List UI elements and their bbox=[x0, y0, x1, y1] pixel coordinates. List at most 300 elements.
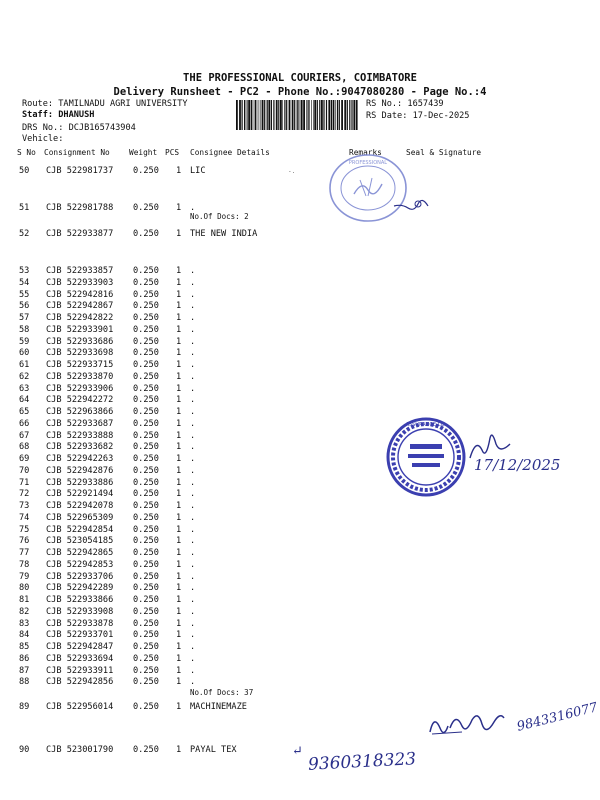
row-sno: 55 bbox=[19, 289, 30, 300]
row-consignment: CJB 522942272 bbox=[46, 395, 114, 406]
barcode-bar bbox=[352, 100, 353, 130]
table-row bbox=[0, 407, 600, 419]
row-pcs: 1 bbox=[176, 501, 182, 511]
handwritten-phone: 9843316077 bbox=[515, 700, 600, 735]
table-row bbox=[0, 372, 600, 384]
signature-scribble-icon bbox=[392, 192, 432, 214]
row-details: MACHINEMAZE bbox=[190, 702, 247, 712]
barcode-bar bbox=[347, 100, 348, 130]
row-sno: 53 bbox=[19, 266, 30, 276]
table-row bbox=[0, 654, 600, 666]
row-consignment: CJB 522933682 bbox=[46, 442, 114, 453]
table-row bbox=[0, 548, 600, 560]
row-weight: 0.250 bbox=[133, 266, 159, 276]
row-sno: 80 bbox=[19, 583, 30, 594]
row-weight: 0.250 bbox=[133, 454, 159, 464]
row-sno: 62 bbox=[19, 371, 30, 382]
row-weight: 0.250 bbox=[133, 336, 159, 347]
barcode-bar bbox=[306, 100, 307, 130]
row-details: . bbox=[190, 383, 196, 394]
barcode-bar bbox=[317, 100, 318, 130]
table-row bbox=[0, 572, 600, 584]
row-pcs: 1 bbox=[176, 395, 182, 406]
vehicle-text: Vehicle: bbox=[22, 134, 64, 144]
barcode-bar bbox=[303, 100, 305, 130]
row-details: . bbox=[190, 266, 196, 276]
row-details: . bbox=[190, 512, 196, 523]
row-details: . bbox=[190, 454, 196, 464]
row-weight: 0.250 bbox=[133, 383, 159, 394]
row-weight: 0.250 bbox=[133, 571, 159, 582]
row-sno: 67 bbox=[19, 430, 30, 441]
row-weight: 0.250 bbox=[133, 324, 159, 335]
barcode-bar bbox=[246, 100, 247, 130]
row-details: . bbox=[190, 524, 196, 535]
row-sno: 79 bbox=[19, 571, 30, 582]
table-row bbox=[0, 489, 600, 501]
row-pcs: 1 bbox=[176, 477, 182, 488]
col-pcs-header: PCS bbox=[165, 148, 180, 157]
barcode-bar bbox=[351, 100, 352, 130]
row-details: . bbox=[190, 536, 196, 547]
row-consignment: CJB 522933908 bbox=[46, 606, 114, 617]
row-pcs: 1 bbox=[176, 548, 182, 558]
row-details: . bbox=[190, 301, 196, 312]
barcode-bar bbox=[356, 100, 358, 130]
barcode-bar bbox=[271, 100, 272, 130]
row-consignment: CJB 522942853 bbox=[46, 559, 114, 570]
row-weight: 0.250 bbox=[133, 489, 159, 500]
barcode-bar bbox=[314, 100, 316, 130]
barcode-bar bbox=[254, 100, 255, 130]
row-pcs: 1 bbox=[176, 677, 182, 688]
row-consignment: CJB 522942867 bbox=[46, 301, 114, 312]
row-sno: 63 bbox=[19, 383, 30, 394]
barcode-bar bbox=[308, 100, 309, 130]
table-row bbox=[0, 560, 600, 572]
row-sno: 78 bbox=[19, 559, 30, 570]
docs-note: No.Of Docs: 2 bbox=[190, 212, 249, 221]
row-pcs: 1 bbox=[176, 360, 182, 370]
barcode-bar bbox=[309, 100, 310, 130]
table-row bbox=[0, 313, 600, 325]
table-row bbox=[0, 536, 600, 548]
row-sno: 65 bbox=[19, 407, 30, 417]
row-weight: 0.250 bbox=[133, 606, 159, 617]
barcode-bar bbox=[328, 100, 330, 130]
row-details: . bbox=[190, 465, 196, 476]
barcode-bar bbox=[251, 100, 253, 130]
table-row bbox=[0, 360, 600, 372]
row-weight: 0.250 bbox=[133, 395, 159, 406]
row-weight: 0.250 bbox=[133, 630, 159, 641]
row-pcs: 1 bbox=[176, 289, 182, 300]
table-row bbox=[0, 478, 600, 490]
row-weight: 0.250 bbox=[133, 277, 159, 288]
row-pcs: 1 bbox=[176, 442, 182, 453]
courier-seal-stamp bbox=[326, 150, 410, 228]
row-consignment: CJB 522933694 bbox=[46, 653, 114, 664]
col-consignment-header: Consignment No bbox=[44, 148, 110, 157]
row-pcs: 1 bbox=[176, 430, 182, 441]
row-details: . bbox=[190, 336, 196, 347]
row-consignment: CJB 522933706 bbox=[46, 571, 114, 582]
row-details: . bbox=[190, 653, 196, 664]
row-consignment: CJB 522942289 bbox=[46, 583, 114, 594]
barcode-bar bbox=[248, 100, 250, 130]
row-details: LIC bbox=[190, 166, 206, 176]
row-sno: 88 bbox=[19, 677, 30, 688]
barcode-bar bbox=[259, 100, 260, 130]
col-details-header: Consignee Details bbox=[190, 148, 270, 157]
barcode-bar bbox=[341, 100, 343, 130]
row-pcs: 1 bbox=[176, 489, 182, 500]
row-consignment: CJB 522921494 bbox=[46, 489, 114, 500]
row-consignment: CJB 522981737 bbox=[46, 166, 114, 176]
stamp-text: PROFESSIONAL bbox=[348, 160, 388, 166]
row-details: . bbox=[190, 324, 196, 335]
row-weight: 0.250 bbox=[133, 595, 159, 605]
row-sno: 61 bbox=[19, 360, 30, 370]
row-pcs: 1 bbox=[176, 277, 182, 288]
row-weight: 0.250 bbox=[133, 348, 159, 359]
barcode-bar bbox=[280, 100, 282, 130]
row-details: . bbox=[190, 277, 196, 288]
row-consignment: CJB 522933870 bbox=[46, 371, 114, 382]
row-pcs: 1 bbox=[176, 583, 182, 594]
row-details: . bbox=[190, 489, 196, 500]
row-consignment: CJB 522933877 bbox=[46, 229, 114, 239]
handwritten-mark: ↵ bbox=[292, 744, 303, 759]
row-consignment: CJB 522981788 bbox=[46, 203, 114, 213]
barcode-bar bbox=[292, 100, 294, 130]
barcode-bar bbox=[242, 100, 243, 130]
row-sno: 66 bbox=[19, 418, 30, 429]
barcode-bar bbox=[244, 100, 245, 130]
drs-number: DRS No.: DCJB165743904 bbox=[22, 123, 136, 133]
row-details: . bbox=[190, 548, 196, 558]
row-sno: 50 bbox=[19, 166, 30, 176]
barcode-bar bbox=[311, 100, 312, 130]
row-consignment: CJB 522942876 bbox=[46, 465, 114, 476]
row-details: . bbox=[190, 606, 196, 617]
row-sno: 85 bbox=[19, 642, 30, 652]
col-weight-header: Weight bbox=[129, 148, 158, 157]
row-weight: 0.250 bbox=[133, 702, 159, 712]
row-sno: 74 bbox=[19, 512, 30, 523]
row-weight: 0.250 bbox=[133, 618, 159, 629]
table-row bbox=[0, 595, 600, 607]
row-details: . bbox=[190, 595, 196, 605]
row-sno: 90 bbox=[19, 745, 30, 755]
row-consignment: CJB 522933698 bbox=[46, 348, 114, 359]
barcode-bar bbox=[321, 100, 323, 130]
row-sno: 60 bbox=[19, 348, 30, 359]
table-row bbox=[0, 395, 600, 407]
row-weight: 0.250 bbox=[133, 203, 159, 213]
row-sno: 69 bbox=[19, 454, 30, 464]
row-consignment: CJB 522942263 bbox=[46, 454, 114, 464]
row-pcs: 1 bbox=[176, 166, 182, 176]
runsheet-subtitle: Delivery Runsheet - PC2 - Phone No.:9047080280 - Page No.:4 bbox=[113, 86, 487, 98]
row-consignment: CJB 522942816 bbox=[46, 289, 114, 300]
barcode-bar bbox=[349, 100, 350, 130]
row-consignment: CJB 522933886 bbox=[46, 477, 114, 488]
row-consignment: CJB 522933901 bbox=[46, 324, 114, 335]
row-consignment: CJB 522933888 bbox=[46, 430, 114, 441]
row-consignment: CJB 522942865 bbox=[46, 548, 114, 558]
row-weight: 0.250 bbox=[133, 559, 159, 570]
row-pcs: 1 bbox=[176, 512, 182, 523]
table-row bbox=[0, 337, 600, 349]
table-row bbox=[0, 266, 600, 278]
row-details: . bbox=[190, 559, 196, 570]
row-pcs: 1 bbox=[176, 313, 182, 323]
barcode-bar bbox=[319, 100, 320, 130]
rs-number: RS No.: 1657439 bbox=[366, 99, 444, 109]
row-sno: 72 bbox=[19, 489, 30, 500]
barcode-bar bbox=[339, 100, 340, 130]
row-sno: 54 bbox=[19, 277, 30, 288]
row-consignment: CJB 522933857 bbox=[46, 266, 114, 276]
row-weight: 0.250 bbox=[133, 501, 159, 511]
row-sno: 52 bbox=[19, 229, 30, 239]
barcode-bar bbox=[300, 100, 301, 130]
row-pcs: 1 bbox=[176, 203, 182, 213]
table-row bbox=[0, 501, 600, 513]
row-sno: 71 bbox=[19, 477, 30, 488]
row-consignment: CJB 522942822 bbox=[46, 313, 114, 323]
row-consignment: CJB 522933903 bbox=[46, 277, 114, 288]
barcode-bar bbox=[297, 100, 298, 130]
row-pcs: 1 bbox=[176, 595, 182, 605]
row-details: . bbox=[190, 677, 196, 688]
row-weight: 0.250 bbox=[133, 442, 159, 453]
row-weight: 0.250 bbox=[133, 677, 159, 688]
row-weight: 0.250 bbox=[133, 371, 159, 382]
barcode-bar bbox=[276, 100, 278, 130]
col-seal-header: Seal & Signature bbox=[406, 148, 482, 157]
table-row bbox=[0, 348, 600, 360]
row-sno: 56 bbox=[19, 301, 30, 312]
row-pcs: 1 bbox=[176, 702, 182, 712]
barcode-bar bbox=[247, 100, 248, 130]
row-weight: 0.250 bbox=[133, 665, 159, 676]
row-weight: 0.250 bbox=[133, 653, 159, 664]
row-details: . bbox=[190, 642, 196, 652]
row-pcs: 1 bbox=[176, 348, 182, 359]
barcode-bar bbox=[286, 100, 287, 130]
barcode-bar bbox=[282, 100, 283, 130]
row-weight: 0.250 bbox=[133, 583, 159, 594]
row-sno: 73 bbox=[19, 501, 30, 511]
barcode-bar bbox=[337, 100, 338, 130]
row-details: . bbox=[190, 348, 196, 359]
row-weight: 0.250 bbox=[133, 430, 159, 441]
row-weight: 0.250 bbox=[133, 313, 159, 323]
row-pcs: 1 bbox=[176, 229, 182, 239]
col-remarks-header: Remarks bbox=[349, 148, 382, 157]
row-details: . bbox=[190, 665, 196, 676]
row-details: . bbox=[190, 477, 196, 488]
row-sno: 64 bbox=[19, 395, 30, 406]
table-row bbox=[0, 666, 600, 678]
row-consignment: CJB 522933906 bbox=[46, 383, 114, 394]
table-row bbox=[0, 607, 600, 619]
row-consignment: CJB 522942078 bbox=[46, 501, 114, 511]
row-sno: 59 bbox=[19, 336, 30, 347]
barcode-bar bbox=[331, 100, 332, 130]
table-row bbox=[0, 278, 600, 290]
row-sno: 76 bbox=[19, 536, 30, 547]
row-pcs: 1 bbox=[176, 301, 182, 312]
docs-note: No.Of Docs: 37 bbox=[190, 688, 254, 697]
row-consignment: CJB 522933878 bbox=[46, 618, 114, 629]
row-weight: 0.250 bbox=[133, 360, 159, 370]
barcode-bar bbox=[335, 100, 336, 130]
recipient-signature-icon bbox=[428, 704, 520, 738]
row-sno: 83 bbox=[19, 618, 30, 629]
pen-mark: -. bbox=[288, 168, 296, 175]
row-sno: 51 bbox=[19, 203, 30, 213]
row-pcs: 1 bbox=[176, 465, 182, 476]
row-details: . bbox=[190, 360, 196, 370]
row-details: . bbox=[190, 430, 196, 441]
row-pcs: 1 bbox=[176, 336, 182, 347]
row-consignment: CJB 522933687 bbox=[46, 418, 114, 429]
staff-text: Staff: DHANUSH bbox=[22, 110, 95, 120]
table-row bbox=[0, 166, 600, 178]
table-row bbox=[0, 290, 600, 302]
row-details: . bbox=[190, 630, 196, 641]
row-sno: 77 bbox=[19, 548, 30, 558]
row-consignment: CJB 522933866 bbox=[46, 595, 114, 605]
table-row bbox=[0, 630, 600, 642]
barcode-bar bbox=[239, 100, 241, 130]
stamp-text: ASSURANCE CO. bbox=[405, 422, 447, 428]
table-row bbox=[0, 325, 600, 337]
row-pcs: 1 bbox=[176, 653, 182, 664]
row-pcs: 1 bbox=[176, 606, 182, 617]
row-consignment: CJB 523054185 bbox=[46, 536, 114, 547]
row-details: . bbox=[190, 501, 196, 511]
row-weight: 0.250 bbox=[133, 289, 159, 300]
row-pcs: 1 bbox=[176, 371, 182, 382]
table-row bbox=[0, 384, 600, 396]
row-consignment: CJB 523001790 bbox=[46, 745, 114, 755]
barcode-bar bbox=[333, 100, 335, 130]
row-weight: 0.250 bbox=[133, 642, 159, 652]
table-row bbox=[0, 642, 600, 654]
handwritten-phone: 9360318323 bbox=[307, 749, 417, 775]
row-sno: 68 bbox=[19, 442, 30, 453]
barcode-bar bbox=[255, 100, 256, 130]
row-consignment: CJB 522956014 bbox=[46, 702, 114, 712]
row-details: PAYAL TEX bbox=[190, 745, 237, 755]
row-sno: 87 bbox=[19, 665, 30, 676]
row-sno: 84 bbox=[19, 630, 30, 641]
table-row bbox=[0, 525, 600, 537]
row-details: . bbox=[190, 583, 196, 594]
row-weight: 0.250 bbox=[133, 407, 159, 417]
row-details: THE NEW INDIA bbox=[190, 229, 258, 239]
table-row bbox=[0, 583, 600, 595]
row-consignment: CJB 522942847 bbox=[46, 642, 114, 652]
row-weight: 0.250 bbox=[133, 229, 159, 239]
barcode-bar bbox=[273, 100, 274, 130]
barcode-bar bbox=[313, 100, 314, 130]
barcode-bar bbox=[262, 100, 264, 130]
row-pcs: 1 bbox=[176, 745, 182, 755]
row-pcs: 1 bbox=[176, 266, 182, 276]
row-details: . bbox=[190, 442, 196, 453]
row-pcs: 1 bbox=[176, 571, 182, 582]
row-pcs: 1 bbox=[176, 559, 182, 570]
row-pcs: 1 bbox=[176, 630, 182, 641]
row-consignment: CJB 522963866 bbox=[46, 407, 114, 417]
barcode-bar bbox=[294, 100, 295, 130]
row-details: . bbox=[190, 395, 196, 406]
handwritten-date: 17/12/2025 bbox=[474, 456, 561, 474]
barcode-bar bbox=[236, 100, 238, 130]
row-sno: 81 bbox=[19, 595, 30, 605]
row-details: . bbox=[190, 618, 196, 629]
table-row bbox=[0, 677, 600, 689]
rs-date: RS Date: 17-Dec-2025 bbox=[366, 111, 470, 121]
row-pcs: 1 bbox=[176, 524, 182, 535]
row-sno: 58 bbox=[19, 324, 30, 335]
barcode-bar bbox=[344, 100, 346, 130]
row-weight: 0.250 bbox=[133, 418, 159, 429]
row-details: . bbox=[190, 203, 196, 213]
row-consignment: CJB 522933715 bbox=[46, 360, 114, 370]
row-pcs: 1 bbox=[176, 665, 182, 676]
row-weight: 0.250 bbox=[133, 512, 159, 523]
row-weight: 0.250 bbox=[133, 166, 159, 176]
row-pcs: 1 bbox=[176, 642, 182, 652]
row-pcs: 1 bbox=[176, 536, 182, 547]
row-details: . bbox=[190, 313, 196, 323]
row-pcs: 1 bbox=[176, 407, 182, 417]
table-row bbox=[0, 513, 600, 525]
barcode-bar bbox=[323, 100, 324, 130]
row-sno: 75 bbox=[19, 524, 30, 535]
row-pcs: 1 bbox=[176, 383, 182, 394]
barcode-bar bbox=[298, 100, 299, 130]
row-weight: 0.250 bbox=[133, 745, 159, 755]
row-sno: 57 bbox=[19, 313, 30, 323]
row-consignment: CJB 522933686 bbox=[46, 336, 114, 347]
row-consignment: CJB 522933911 bbox=[46, 665, 114, 676]
barcode-bar bbox=[268, 100, 270, 130]
row-pcs: 1 bbox=[176, 454, 182, 464]
barcode-bar bbox=[301, 100, 303, 130]
row-sno: 70 bbox=[19, 465, 30, 476]
row-consignment: CJB 522942856 bbox=[46, 677, 114, 688]
row-pcs: 1 bbox=[176, 324, 182, 335]
row-sno: 82 bbox=[19, 606, 30, 617]
row-details: . bbox=[190, 289, 196, 300]
barcode-bar bbox=[284, 100, 285, 130]
row-consignment: CJB 522965309 bbox=[46, 512, 114, 523]
row-sno: 86 bbox=[19, 653, 30, 664]
row-pcs: 1 bbox=[176, 618, 182, 629]
row-sno: 89 bbox=[19, 702, 30, 712]
row-pcs: 1 bbox=[176, 418, 182, 429]
col-sno-header: S No bbox=[17, 148, 36, 157]
barcode-icon bbox=[236, 100, 360, 130]
barcode-bar bbox=[261, 100, 262, 130]
